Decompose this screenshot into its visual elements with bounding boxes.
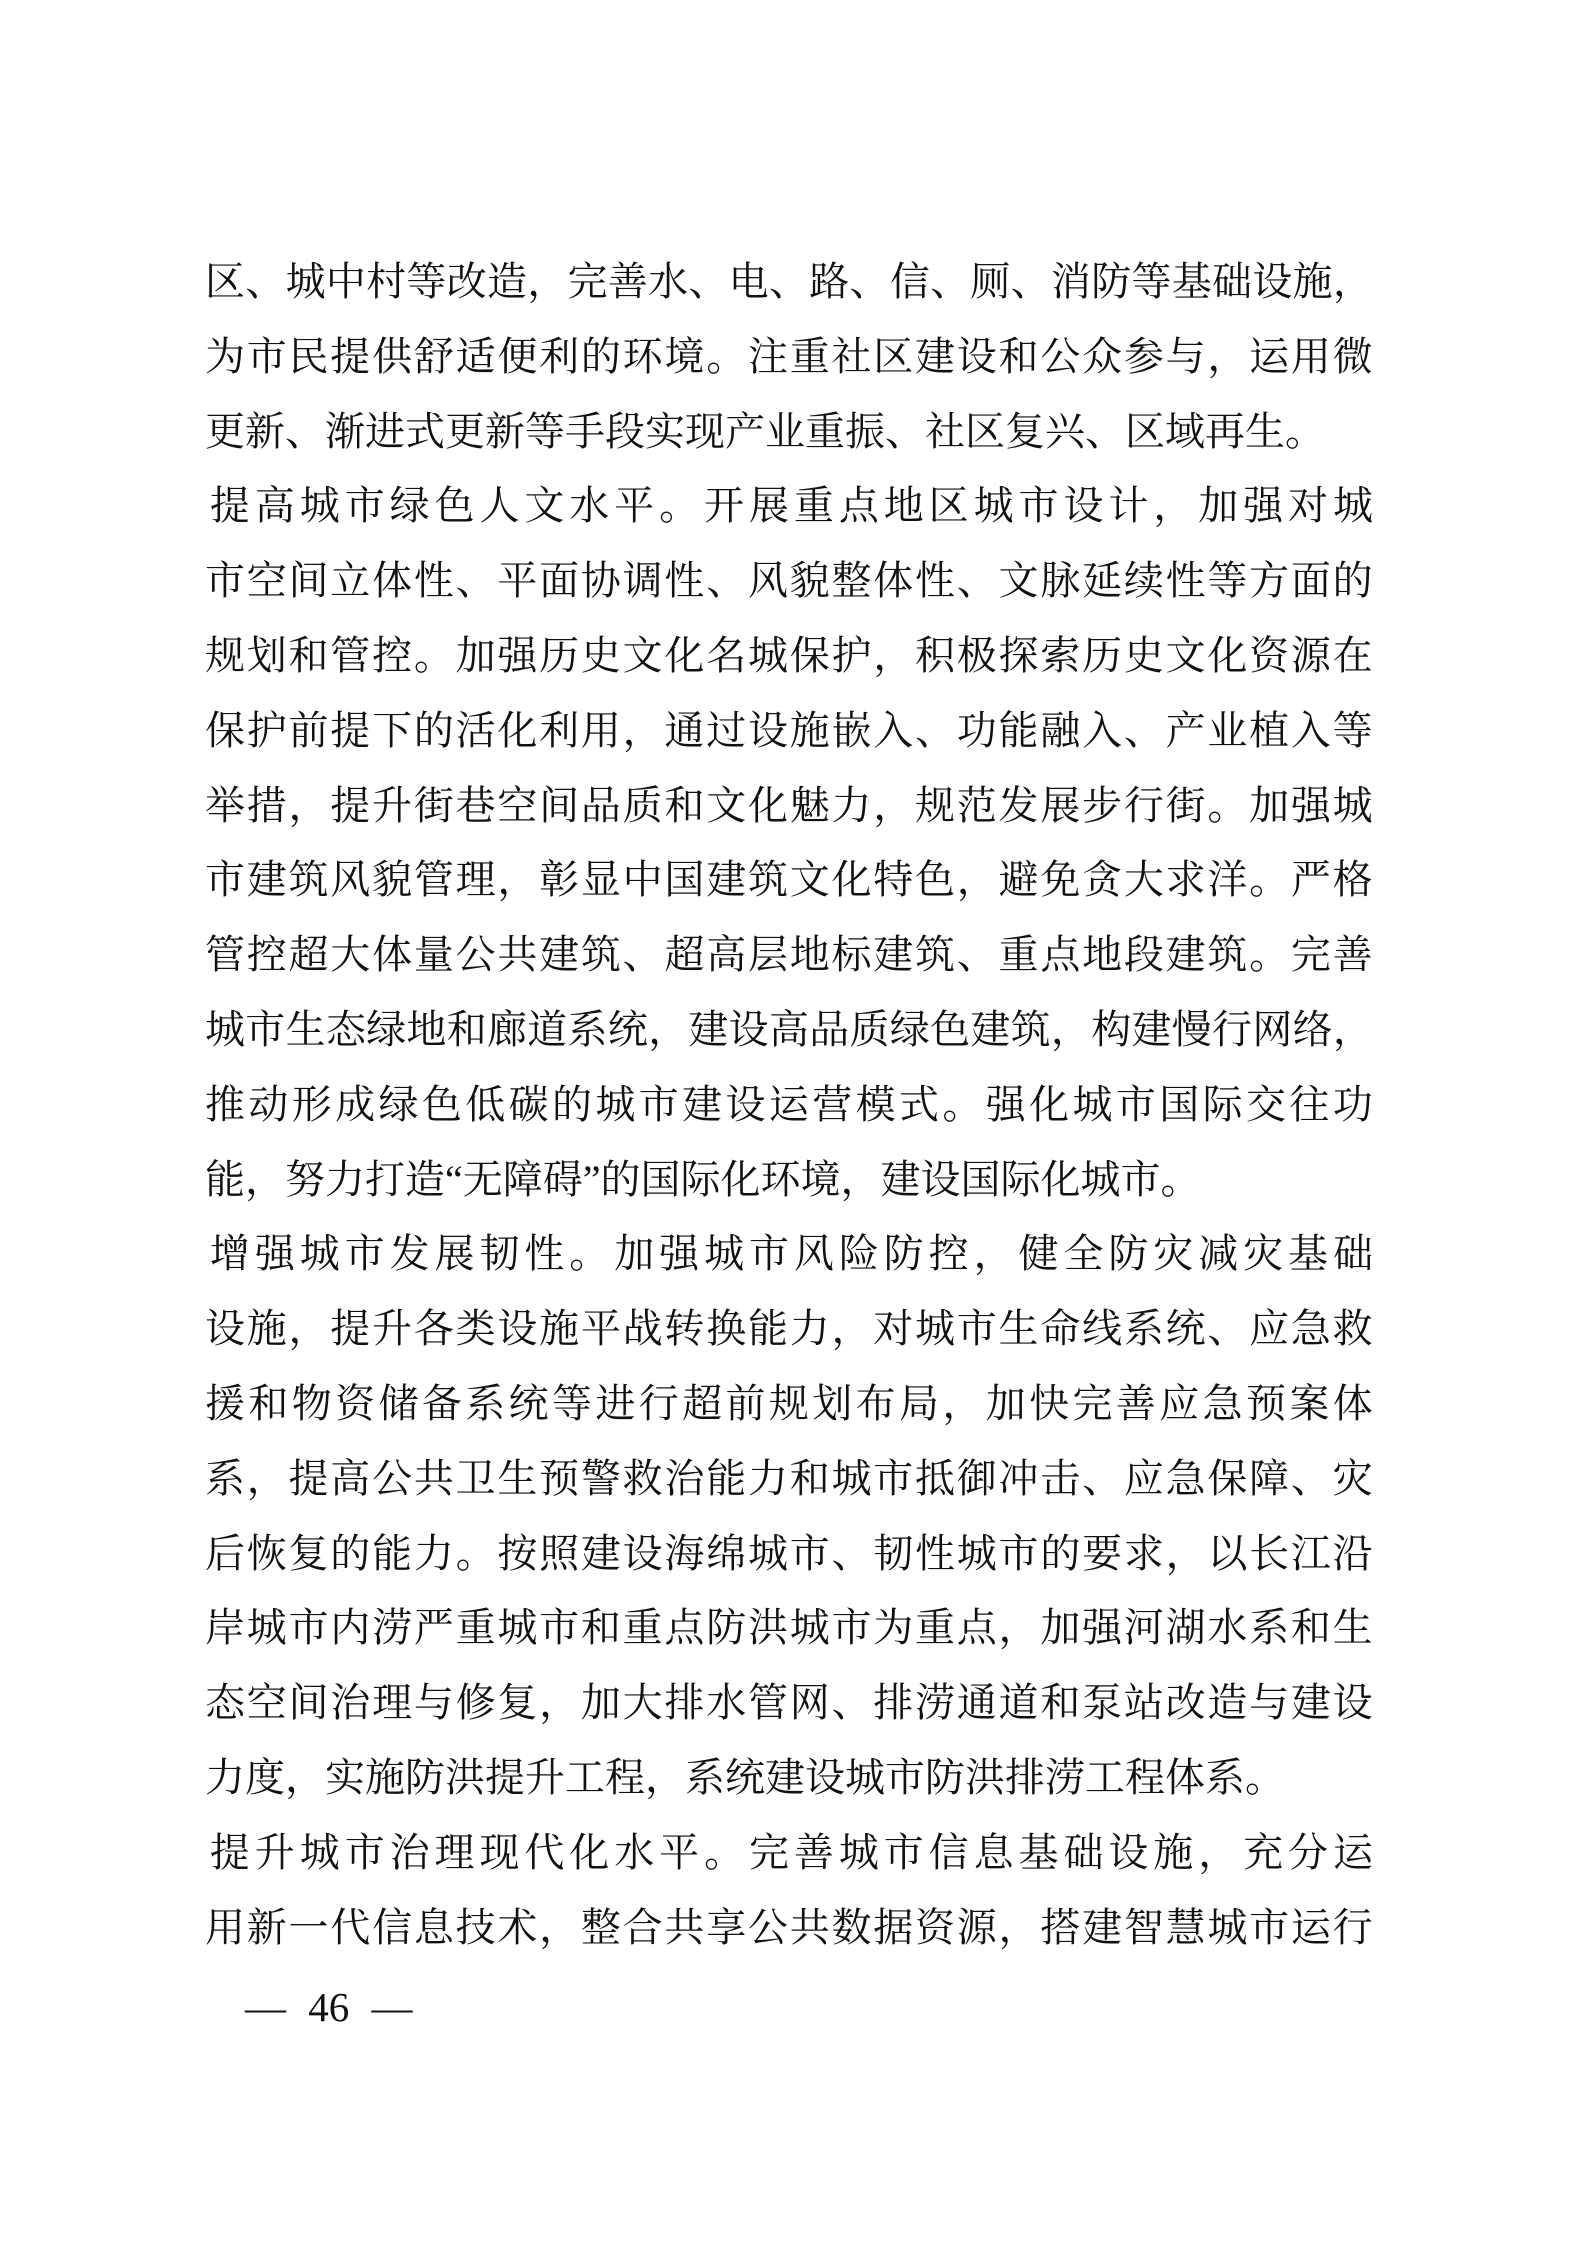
text-line: 系 ， 提 高 公 共 卫 生 预 警 救 治 能 力 和 城 市 抵 御 冲 击 、 应 急 保 障 、 灾 xyxy=(205,1455,1373,1501)
text-line: 管 控 超 大 体 量 公 共 建 筑 、 超 高 层 地 标 建 筑 、 重 点 地 段 建 筑 。 完 善 xyxy=(205,932,1373,978)
text-line: 更新、渐进式更新等手段实现产业重振、社区复兴、区域再生。 xyxy=(205,408,1325,454)
text-line: 市 空 间 立 体 性 、 平 面 协 调 性 、 风 貌 整 体 性 、 文 脉 延 续 性 等 方 面 的 xyxy=(205,558,1373,604)
text-line: 岸 城 市 内 涝 严 重 城 市 和 重 点 防 洪 城 市 为 重 点 ， 加 强 河 湖 水 系 和 生 xyxy=(205,1605,1373,1651)
text-line: 提 高 城 市 绿 色 人 文 水 平 。 开 展 重 点 地 区 城 市 设 计 ， 加 强 对 城 xyxy=(209,483,1373,529)
text-line: 提 升 城 市 治 理 现 代 化 水 平 。 完 善 城 市 信 息 基 础 设 施 ， 充 分 运 xyxy=(209,1829,1373,1875)
text-line: 用 新 一 代 信 息 技 术 ， 整 合 共 享 公 共 数 据 资 源 ， 搭 建 智 慧 城 市 运 行 xyxy=(205,1904,1373,1950)
page-number: — 46 — xyxy=(245,1984,413,2030)
body-text xyxy=(205,245,1373,1965)
text-line: 城 市 生 态 绿 地 和 廊 道 系 统 ， 建 设 高 品 质 绿 色 建 筑 ， 构 建 慢 行 网 络 ， xyxy=(205,1006,1373,1052)
text-line: 为 市 民 提 供 舒 适 便 利 的 环 境 。 注 重 社 区 建 设 和 公 众 参 与 ， 运 用 微 xyxy=(205,333,1373,379)
text-line: 保 护 前 提 下 的 活 化 利 用 ， 通 过 设 施 嵌 入 、 功 能 融 入 、 产 业 植 入 等 xyxy=(205,707,1373,753)
text-line: 态 空 间 治 理 与 修 复 ， 加 大 排 水 管 网 、 排 涝 通 道 和 泵 站 改 造 与 建 设 xyxy=(205,1680,1373,1726)
text-line: 规 划 和 管 控 。 加 强 历 史 文 化 名 城 保 护 ， 积 极 探 索 历 史 文 化 资 源 在 xyxy=(205,632,1373,678)
text-line: 后 恢 复 的 能 力 。 按 照 建 设 海 绵 城 市 、 韧 性 城 市 的 要 求 ， 以 长 江 沿 xyxy=(205,1530,1373,1576)
text-line: 援 和 物 资 储 备 系 统 等 进 行 超 前 规 划 布 局 ， 加 快 完 善 应 急 预 案 体 xyxy=(205,1380,1373,1426)
text-line: 举 措 ， 提 升 街 巷 空 间 品 质 和 文 化 魅 力 ， 规 范 发 展 步 行 街 。 加 强 城 xyxy=(205,782,1373,828)
text-line: 推 动 形 成 绿 色 低 碳 的 城 市 建 设 运 营 模 式 。 强 化 城 市 国 际 交 往 功 xyxy=(205,1081,1373,1127)
text-line: 设 施 ， 提 升 各 类 设 施 平 战 转 换 能 力 ， 对 城 市 生 命 线 系 统 、 应 急 救 xyxy=(205,1306,1373,1352)
text-line: 能，努力打造“无障碍”的国际化环境，建设国际化城市。 xyxy=(205,1156,1201,1202)
text-line: 力度，实施防洪提升工程，系统建设城市防洪排涝工程体系。 xyxy=(205,1754,1285,1800)
text-line: 区 、 城 中 村 等 改 造 ， 完 善 水 、 电 、 路 、 信 、 厕 、 消 防 等 基 础 设 施 ， xyxy=(205,259,1373,304)
text-line: 市 建 筑 风 貌 管 理 ， 彰 显 中 国 建 筑 文 化 特 色 ， 避 免 贪 大 求 洋 。 严 格 xyxy=(205,857,1373,903)
text-line: 增 强 城 市 发 展 韧 性 。 加 强 城 市 风 险 防 控 ， 健 全 防 灾 减 灾 基 础 xyxy=(209,1231,1373,1277)
